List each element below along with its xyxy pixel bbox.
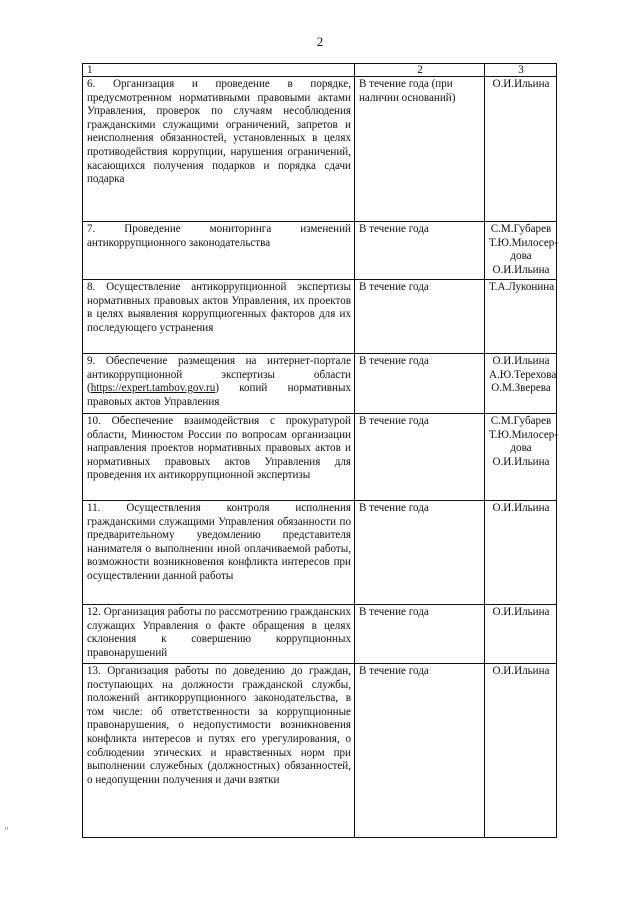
responsible-name: дова: [510, 442, 532, 455]
action-cell: 7. Проведение мониторинга изменений антикоррупционного законодательства: [83, 222, 355, 280]
expert-portal-link[interactable]: https://expert.tambov.gov.ru: [90, 382, 216, 395]
table-row: [83, 77, 557, 222]
responsible-cell: [485, 354, 557, 414]
term-cell: В течение года: [355, 664, 485, 838]
responsible-name: С.М.Губарев: [490, 223, 552, 235]
action-cell: 11. Осуществления контроля исполнения гражданскими служащими Управления обязанности по предварительному уведомлению представителя нанимателя о выполнении иной оплачиваемой работы, возможности возникновения конфликта интересов при осуществлении данной работы: [83, 501, 355, 605]
responsible-cell: [485, 501, 557, 605]
responsible-cell: [485, 664, 557, 838]
term-cell: В течение года: [355, 414, 485, 501]
responsible-cell: [485, 605, 557, 664]
table-header-row: [83, 64, 557, 77]
responsible-name: Т.Ю.Милосер-: [489, 428, 558, 441]
responsible-name: О.И.Ильина: [492, 355, 550, 367]
term-cell: В течение года: [355, 501, 485, 605]
term-cell: В течение года: [355, 354, 485, 414]
action-cell: 8. Осуществление антикоррупционной экспертизы нормативных правовых актов Управления, их проектов в целях выявления коррупциогенных факторов для их последующего устранения: [83, 280, 355, 354]
responsible-name: О.И.Ильина: [492, 78, 550, 90]
action-cell: 13. Организация работы по доведению до граждан, поступающих на должности гражданской службы, положений антикоррупционного законодательства, в том числе: об ответственности за коррупционные правонарушения, о недопустимости возникновения конфликта интересов и путях его урегулирования, о соблюдении этических и нравственных норм при выполнении служебных (должностных) обязанностей, о недопущении получения и дачи взятки: [83, 664, 355, 838]
column-header-1: 1: [83, 64, 355, 77]
responsible-cell: [485, 77, 557, 222]
column-header-2: 2: [355, 64, 485, 77]
responsible-name: О.И.Ильина: [492, 606, 550, 618]
table-row: [83, 222, 557, 280]
responsible-cell: [485, 414, 557, 501]
action-plan-table: [82, 63, 557, 838]
term-cell: В течение года: [355, 222, 485, 280]
table-row: [83, 664, 557, 838]
scan-artifact: ’’: [4, 826, 9, 835]
responsible-cell: [485, 280, 557, 354]
action-cell: [83, 354, 355, 414]
table-row: [83, 354, 557, 414]
responsible-name: С.М.Губарев: [490, 415, 552, 427]
table-row: [83, 280, 557, 354]
term-cell: В течение года: [355, 280, 485, 354]
table-row: [83, 501, 557, 605]
responsible-name: О.И.Ильина: [492, 455, 550, 468]
table-row: [83, 605, 557, 664]
responsible-name: О.М.Зверева: [491, 382, 551, 395]
action-text: ) копий нормативных правовых актов Управления: [87, 382, 351, 408]
action-cell: 10. Обеспечение взаимодействия с прокуратурой области, Минюстом России по вопросам организации направления проектов нормативных правовых актов и нормативных правовых актов Управления для проведения их антикоррупционной экспертизы: [83, 414, 355, 501]
column-header-3: 3: [485, 64, 557, 77]
responsible-name: дова: [510, 250, 532, 263]
responsible-name: Т.А.Луконина: [489, 281, 555, 293]
action-cell: 12. Организация работы по рассмотрению гражданских служащих Управления о факте обращения в целях склонения к совершению коррупционных правонарушений: [83, 605, 355, 664]
responsible-cell: [485, 222, 557, 280]
responsible-name: А.Ю.Терехова: [489, 368, 557, 381]
responsible-name: О.И.Ильина: [492, 502, 550, 514]
responsible-name: О.И.Ильина: [492, 263, 550, 276]
page-number: 2: [316, 34, 324, 49]
action-cell: 6. Организация и проведение в порядке, предусмотренном нормативными правовыми актами Управления, проверок по случаям несоблюдения гражданскими служащими ограничений, запретов и неисполнения обязанностей, установленных в целях противодействия коррупции, нарушения ограничений, касающихся получения подарков и порядка сдачи подарка: [83, 77, 355, 222]
action-text: 9. Обеспечение размещения на интернет-портале антикоррупционной экспертизы области (: [87, 355, 351, 395]
term-cell: В течение года (при наличии оснований): [355, 77, 485, 222]
responsible-name: О.И.Ильина: [492, 665, 550, 677]
term-cell: В течение года: [355, 605, 485, 664]
responsible-name: Т.Ю.Милосер-: [489, 236, 558, 249]
table-row: [83, 414, 557, 501]
